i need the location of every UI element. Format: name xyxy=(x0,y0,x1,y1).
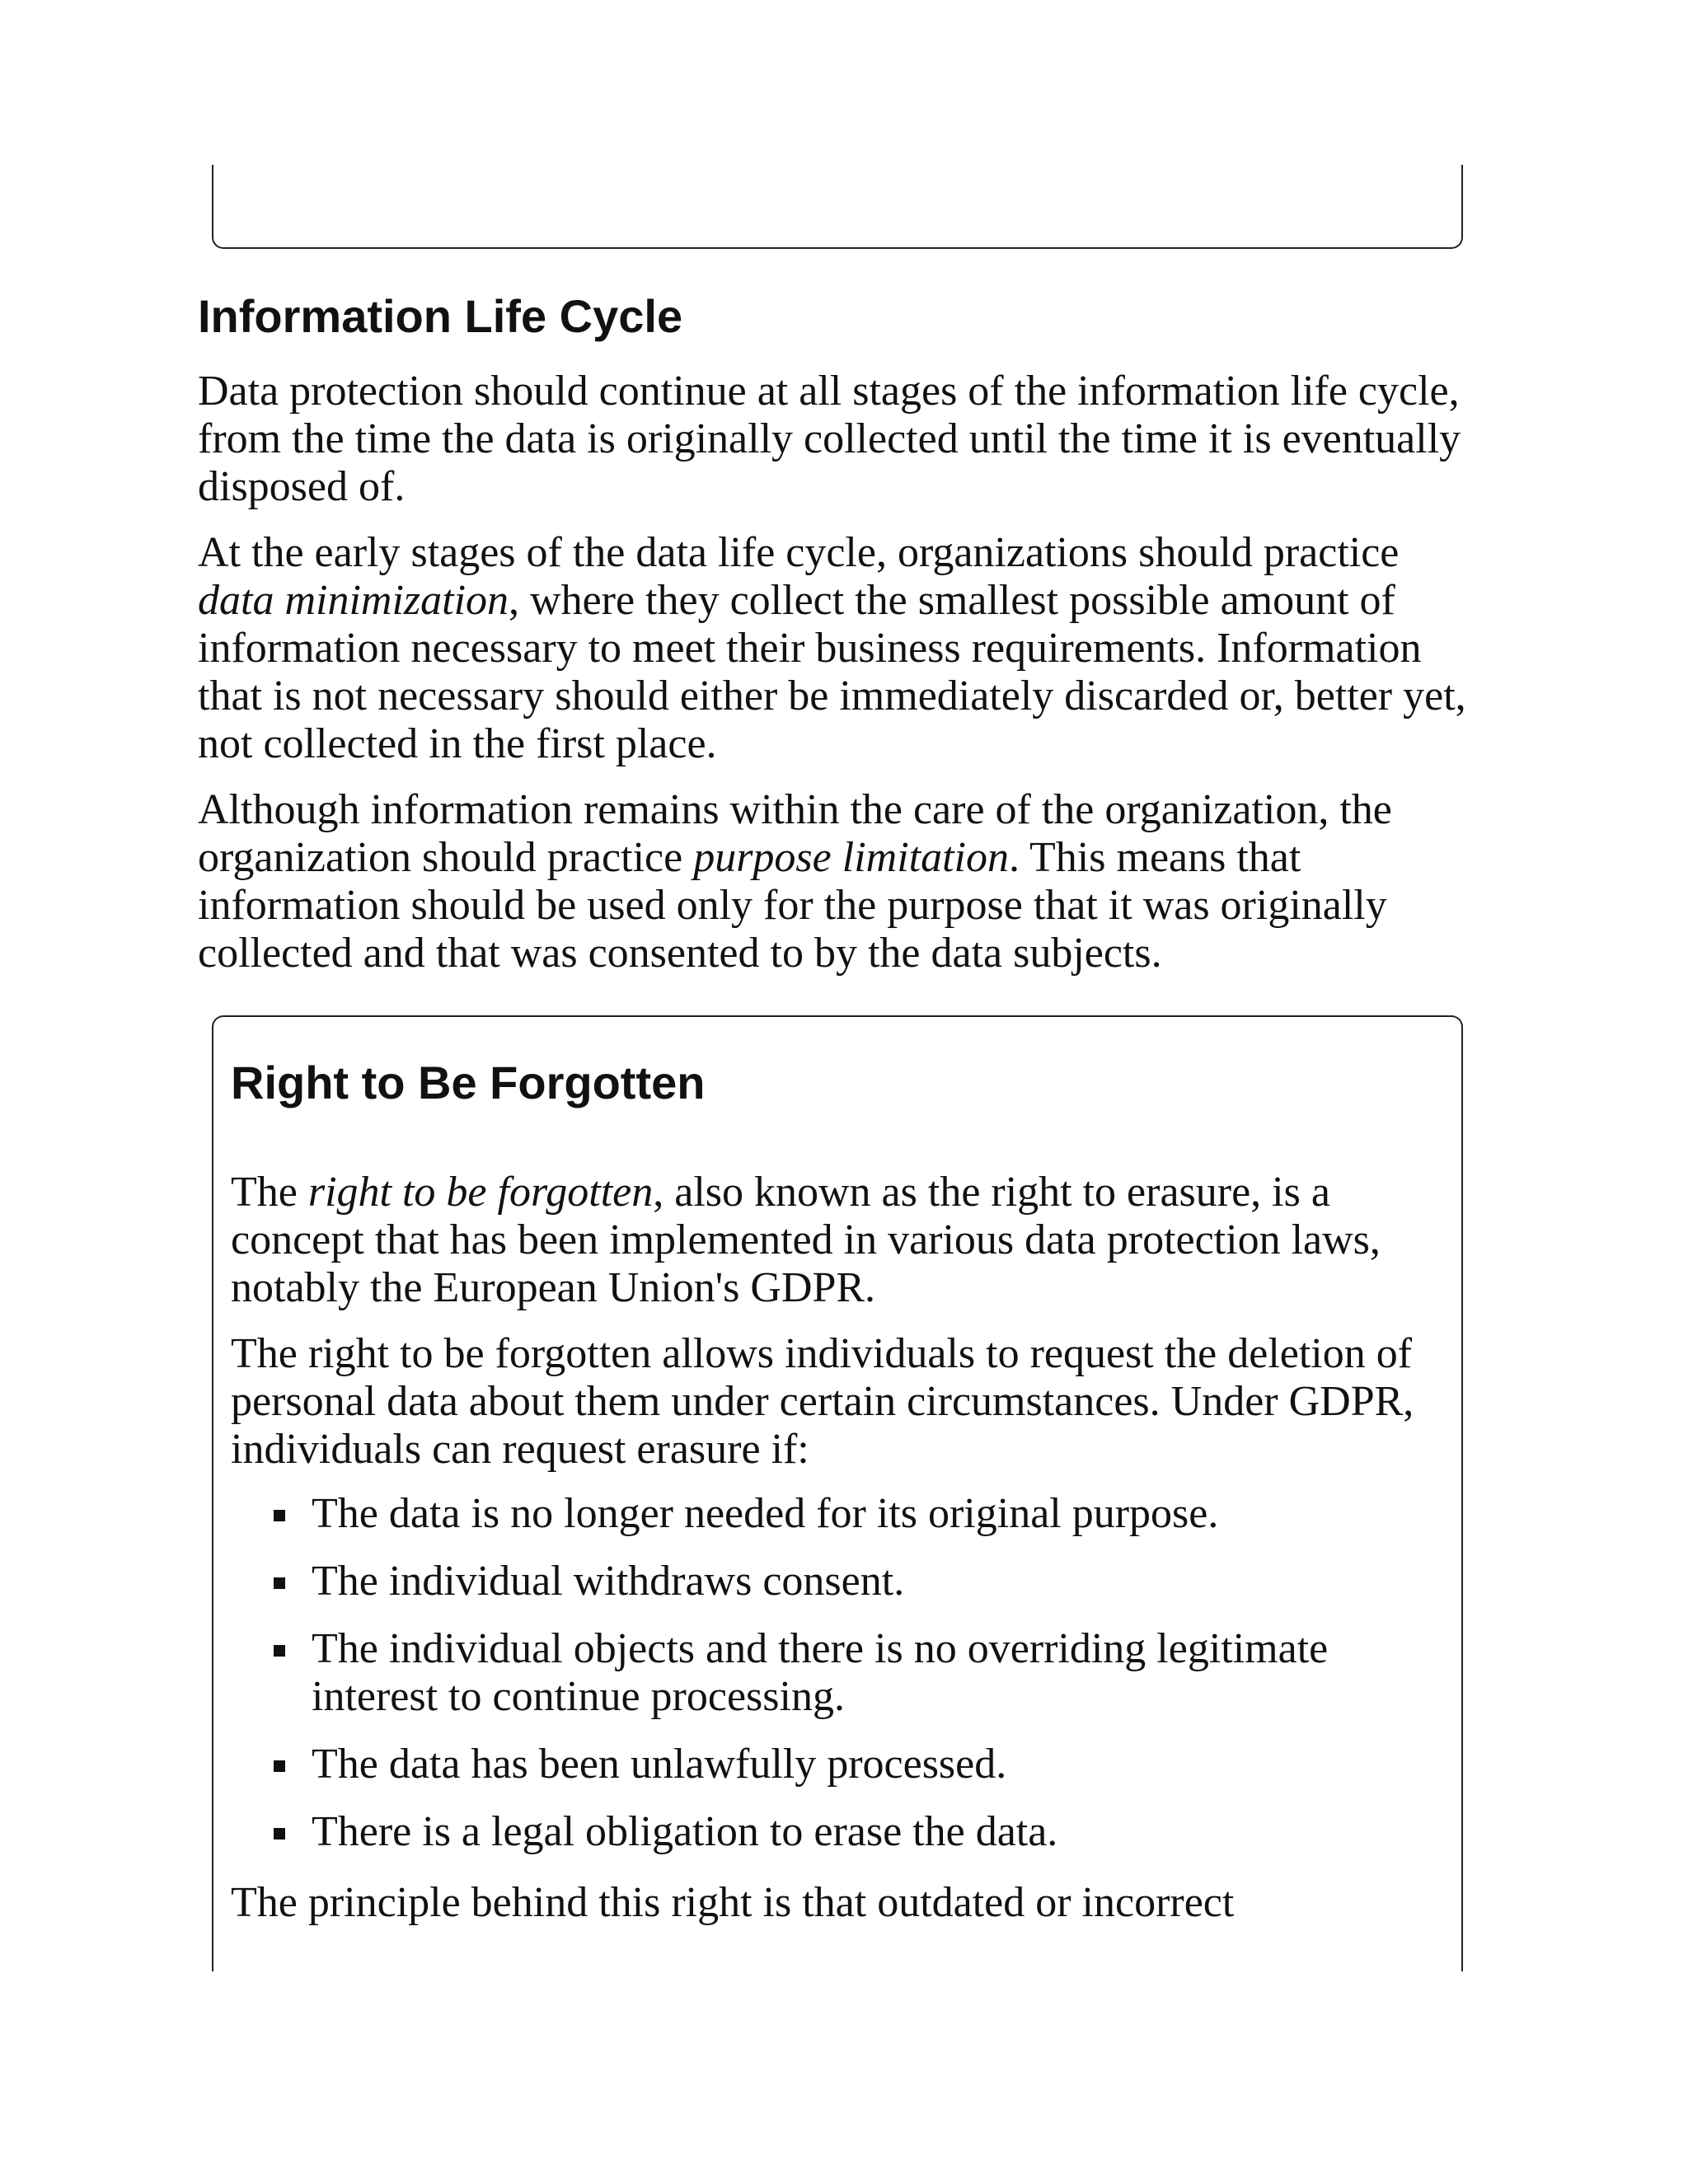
list-item xyxy=(231,1558,1442,1605)
paragraph-2 xyxy=(198,529,1484,768)
list-item-text: There is a legal obligation to erase the data. xyxy=(312,1808,1058,1855)
list-item-text: The data is no longer needed for its original purpose. xyxy=(312,1490,1219,1537)
square-bullet-icon xyxy=(274,1510,285,1521)
sidebar-intro-text-end: , also known as the right to erasure, is a concept that has been implemented in various data protection laws, notably the European Union's GDPR. xyxy=(231,1169,1381,1311)
previous-sidebar-box-end xyxy=(212,165,1463,249)
paragraph-3-emphasis: purpose limitation xyxy=(693,834,1009,881)
list-item xyxy=(231,1741,1442,1788)
square-bullet-icon xyxy=(274,1828,285,1840)
list-item-text: The individual withdraws consent. xyxy=(312,1558,905,1605)
list-item-text: The individual objects and there is no overriding legitimate interest to continue processing. xyxy=(312,1625,1329,1720)
sidebar-intro xyxy=(231,1169,1442,1312)
paragraph-2-text-end: , where they collect the smallest possible amount of information necessary to meet their business requirements. Information that is not necessary should either be immediately discarded or, better yet, not collected in the first place. xyxy=(198,577,1466,767)
paragraph-2-emphasis: data minimization xyxy=(198,577,509,624)
sidebar-heading: Right to Be Forgotten xyxy=(231,1057,706,1108)
square-bullet-icon xyxy=(274,1577,285,1589)
sidebar-intro-text-start: The xyxy=(231,1169,308,1216)
section-heading: Information Life Cycle xyxy=(198,290,683,342)
erasure-conditions-list xyxy=(231,1490,1442,1876)
paragraph-1 xyxy=(198,368,1484,511)
paragraph-3-text-start: Although information remains within the care of the organization, the organization should practice xyxy=(198,786,1392,881)
list-item xyxy=(231,1625,1442,1721)
list-item-text: The data has been unlawfully processed. xyxy=(312,1741,1007,1788)
list-item xyxy=(231,1808,1442,1856)
paragraph-3-text-end: . This means that information should be used only for the purpose that it was originally collected and that was consented to by the data subjects. xyxy=(198,834,1387,977)
square-bullet-icon xyxy=(274,1645,285,1657)
paragraph-3 xyxy=(198,786,1484,977)
sidebar-intro-emphasis: right to be forgotten xyxy=(307,1169,654,1216)
list-item xyxy=(231,1490,1442,1538)
paragraph-1-text: Data protection should continue at all stages of the information life cycle, from the time the data is originally collected until the time it is eventually disposed of. xyxy=(198,368,1461,510)
sidebar-closing-text: The principle behind this right is that outdated or incorrect xyxy=(231,1879,1235,1926)
square-bullet-icon xyxy=(274,1760,285,1772)
sidebar-paragraph-2: The right to be forgotten allows individuals to request the deletion of personal data about them under certain circumstances. Under GDPR, individuals can request erasure if: xyxy=(231,1330,1414,1473)
paragraph-2-text-start: At the early stages of the data life cycle, organizations should practice xyxy=(198,529,1400,576)
